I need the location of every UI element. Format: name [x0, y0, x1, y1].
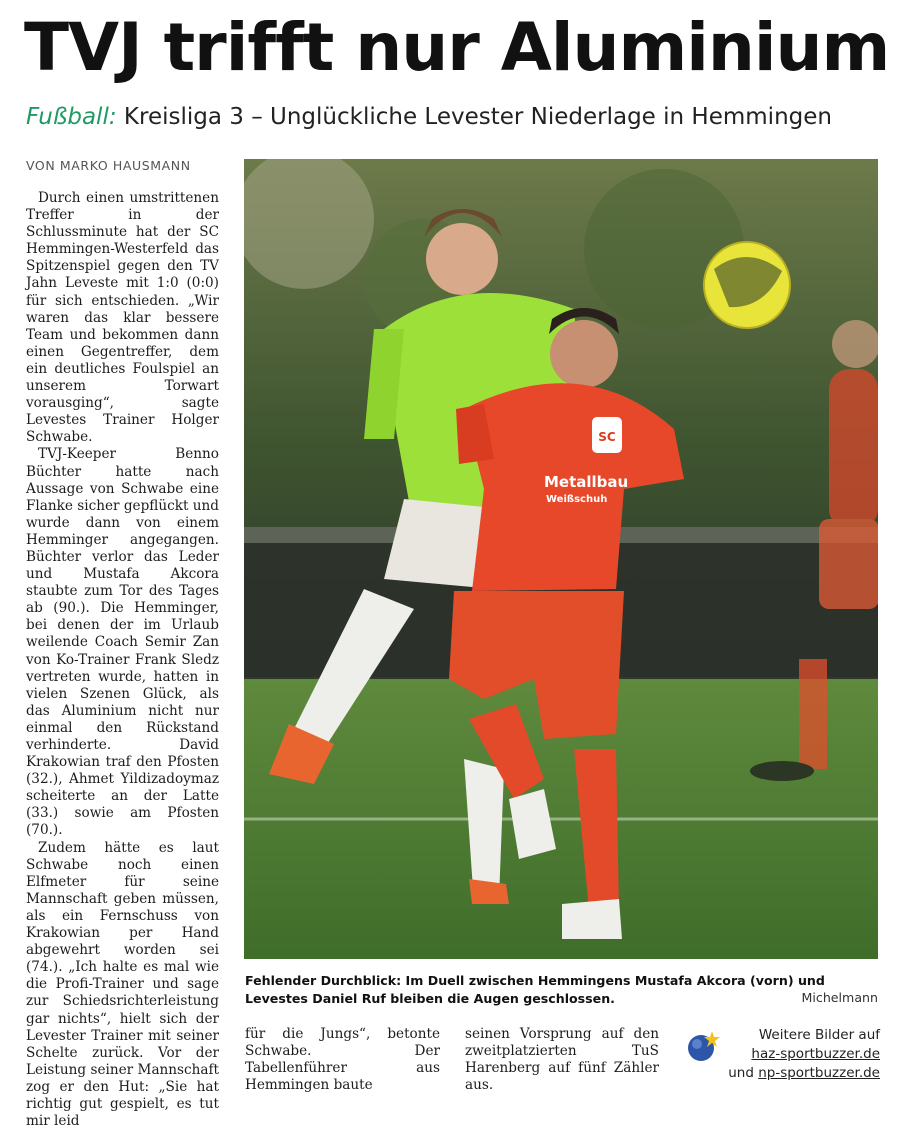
paragraph: für die Jungs“, betonte Schwabe. Der Tabellenführer aus Hemmingen baute [245, 1026, 440, 1094]
jersey-sponsor: Metallbau [544, 473, 629, 491]
article-column-2 [245, 1026, 440, 1094]
subheadline-text: Kreisliga 3 – Unglückliche Levester Niederlage in Hemmingen [116, 104, 832, 130]
photo-credit: Michelmann [801, 990, 878, 1005]
jersey-crest: SC [598, 430, 616, 444]
paragraph: Zudem hätte es laut Schwabe noch einen Elfmeter für seine Mannschaft geben müssen, als ein Fernschuss von Krakowian per Hand abgewehrt worden sei (74.). „Ich halte es mal wie die Profi-Trainer und sage zur Schiedsrichterleistung gar nichts“, hielt sich der Levester Trainer mit seiner Schelte zurück. Vor der Leistung seiner Mannschaft zog er den Hut: „Sie hat richtig gut gespielt, es tut mir leid [26, 839, 219, 1130]
photo-caption [245, 972, 879, 1008]
promo-line: Weitere Bilder auf [758, 1027, 880, 1043]
paragraph: seinen Vorsprung auf den zweitplatzierten TuS Harenberg auf fünf Zähler aus. [465, 1026, 659, 1094]
promo-box [684, 1026, 880, 1083]
football [704, 242, 790, 328]
paragraph: TVJ-Keeper Benno Büchter hatte nach Aussage von Schwabe eine Flanke sicher gepflückt und wurde dann von einem Hemminger angegangen. Büchter verlor das Leder und Mustafa Akcora staubte zum Tor des Tages ab (90.). Die Hemminger, bei denen der im Urlaub weilende Coach Semir Zan von Ko-Trainer Frank Sledz vertreten wurde, hatten in vielen Szenen Glück, als das Aluminium nicht nur einmal den Rückstand verhinderte. David Krakowian traf den Pfosten (32.), Ahmet Yildizadoymaz scheiterte an der Latte (33.) sowie am Pfosten (70.). [26, 446, 219, 839]
link-haz-sportbuzzer[interactable]: haz-sportbuzzer.de [751, 1046, 880, 1062]
caption-text: Fehlender Durchblick: Im Duell zwischen Hemmingens Mustafa Akcora (vorn) und Levestes Daniel Ruf bleiben die Augen geschlossen. [245, 973, 825, 1006]
promo-connector: und [728, 1065, 759, 1081]
paragraph: Durch einen umstrittenen Treffer in der Schlussminute hat der SC Hemmingen-Westerfeld das Spitzenspiel gegen den TV Jahn Leveste mit 1:0 (0:0) für sich entschieden. „Wir waren das klar bessere Team und bekommen dann einen Gegentreffer, dem ein deutliches Foulspiel an unserem Torwart vorausging“, sagte Levestes Trainer Holger Schwabe. [26, 190, 219, 446]
link-np-sportbuzzer[interactable]: np-sportbuzzer.de [758, 1065, 880, 1081]
article-subheadline [26, 104, 832, 130]
article-column-1 [26, 190, 219, 1130]
match-photo [244, 159, 878, 959]
article-headline: TVJ trifft nur Aluminium [24, 9, 890, 86]
section-kicker: Fußball: [26, 104, 117, 130]
byline: VON MARKO HAUSMANN [26, 158, 191, 173]
article-column-3 [465, 1026, 659, 1094]
jersey-sponsor-sub: Weißschuh [546, 494, 608, 505]
